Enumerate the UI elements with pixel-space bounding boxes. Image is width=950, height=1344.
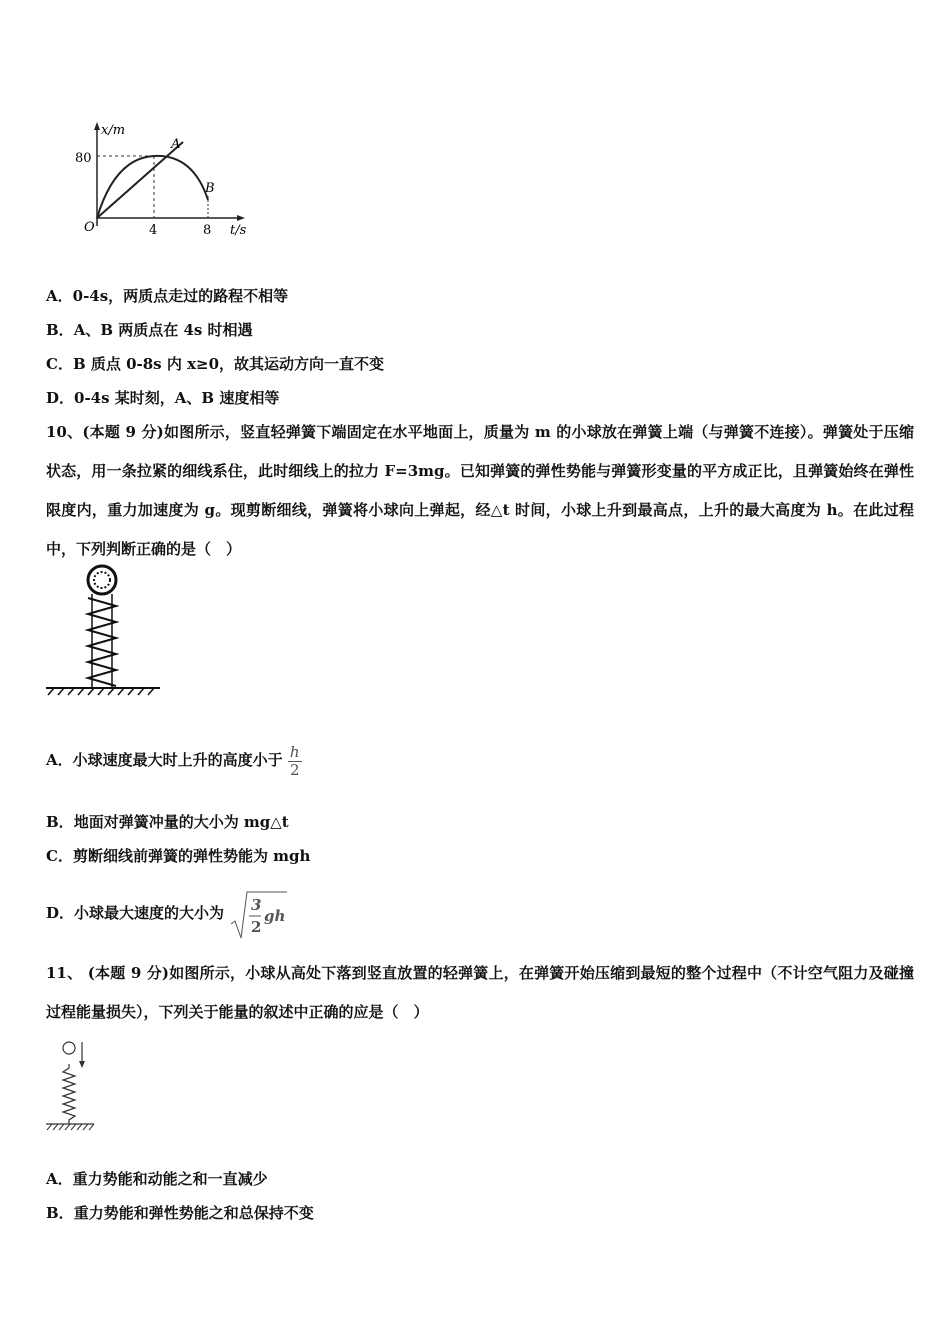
- curve-b: [97, 156, 208, 218]
- falling-ball-figure: [44, 1038, 104, 1138]
- sqrt-three-halves-gh: [229, 879, 289, 949]
- q10-stem: 10、(本题 9 分)如图所示，竖直轻弹簧下端固定在水平地面上，质量为 m 的小球放在弹簧上端（与弹簧不连接）。弹簧处于压缩状态，用一条拉紧的细线系住，此时细线上的拉力 F=3mg。已知弹簧的弹性势能与弹簧形变量的平方成正比，且弹簧始终在弹性限度内，重力加速度为 g。现剪断细线，弹簧将小球向上弹起，经△t 时间，小球上升到最高点，上升的最大高度为 h。在此过程中，下列判断正确的是（ ）: [46, 423, 914, 558]
- q10-option-b: B．地面对弹簧冲量的大小为 mg△t: [46, 813, 289, 831]
- x-axis-arrow: [237, 215, 245, 221]
- spring-ball-figure: [44, 562, 164, 702]
- fraction-h-over-2: $\frac{h}{2}$: [289, 742, 300, 779]
- label-a: A: [171, 137, 181, 152]
- x-tick-8: 8: [203, 223, 212, 238]
- y-axis-label: x/m: [101, 123, 126, 138]
- spring-coil: [63, 1064, 75, 1124]
- q9-option-a: A．0-4s，两质点走过的路程不相等: [46, 287, 289, 305]
- x-tick-4: 4: [149, 223, 158, 238]
- q9-option-b: B．A、B 两质点在 4s 时相遇: [46, 321, 253, 339]
- x-axis-label: t/s: [230, 223, 247, 238]
- xt-graph: [75, 118, 260, 243]
- q10-option-d: D．小球最大速度的大小为 3 2 gh: [46, 878, 289, 949]
- svg-text:2: 2: [251, 918, 262, 936]
- ball: [88, 566, 116, 594]
- line-a: [97, 142, 183, 218]
- label-b: B: [205, 181, 215, 196]
- q10-option-c: C．剪断细线前弹簧的弹性势能为 mgh: [46, 847, 311, 865]
- q11-stem: 11、 (本题 9 分)如图所示，小球从高处下落到竖直放置的轻弹簧上，在弹簧开始压缩到最短的整个过程中（不计空气阻力及碰撞过程能量损失），下列关于能量的叙述中正确的应是（ ）: [46, 964, 914, 1021]
- svg-text:3: 3: [251, 896, 262, 914]
- q9-option-c: C．B 质点 0-8s 内 x≥0，故其运动方向一直不变: [46, 355, 385, 373]
- q11-option-b: B．重力势能和弹性势能之和总保持不变: [46, 1204, 314, 1222]
- y-axis-arrow: [94, 122, 100, 130]
- y-tick-80: 80: [75, 151, 92, 166]
- q9-option-d: D．0-4s 某时刻，A、B 速度相等: [46, 389, 280, 407]
- ball: [63, 1042, 75, 1054]
- q11-option-a: A．重力势能和动能之和一直减少: [46, 1170, 268, 1188]
- svg-text:gh: gh: [264, 907, 286, 925]
- origin-label: O: [84, 220, 95, 235]
- q10-option-a: A．小球速度最大时上升的高度小于 $\frac{h}{2}$: [46, 742, 300, 779]
